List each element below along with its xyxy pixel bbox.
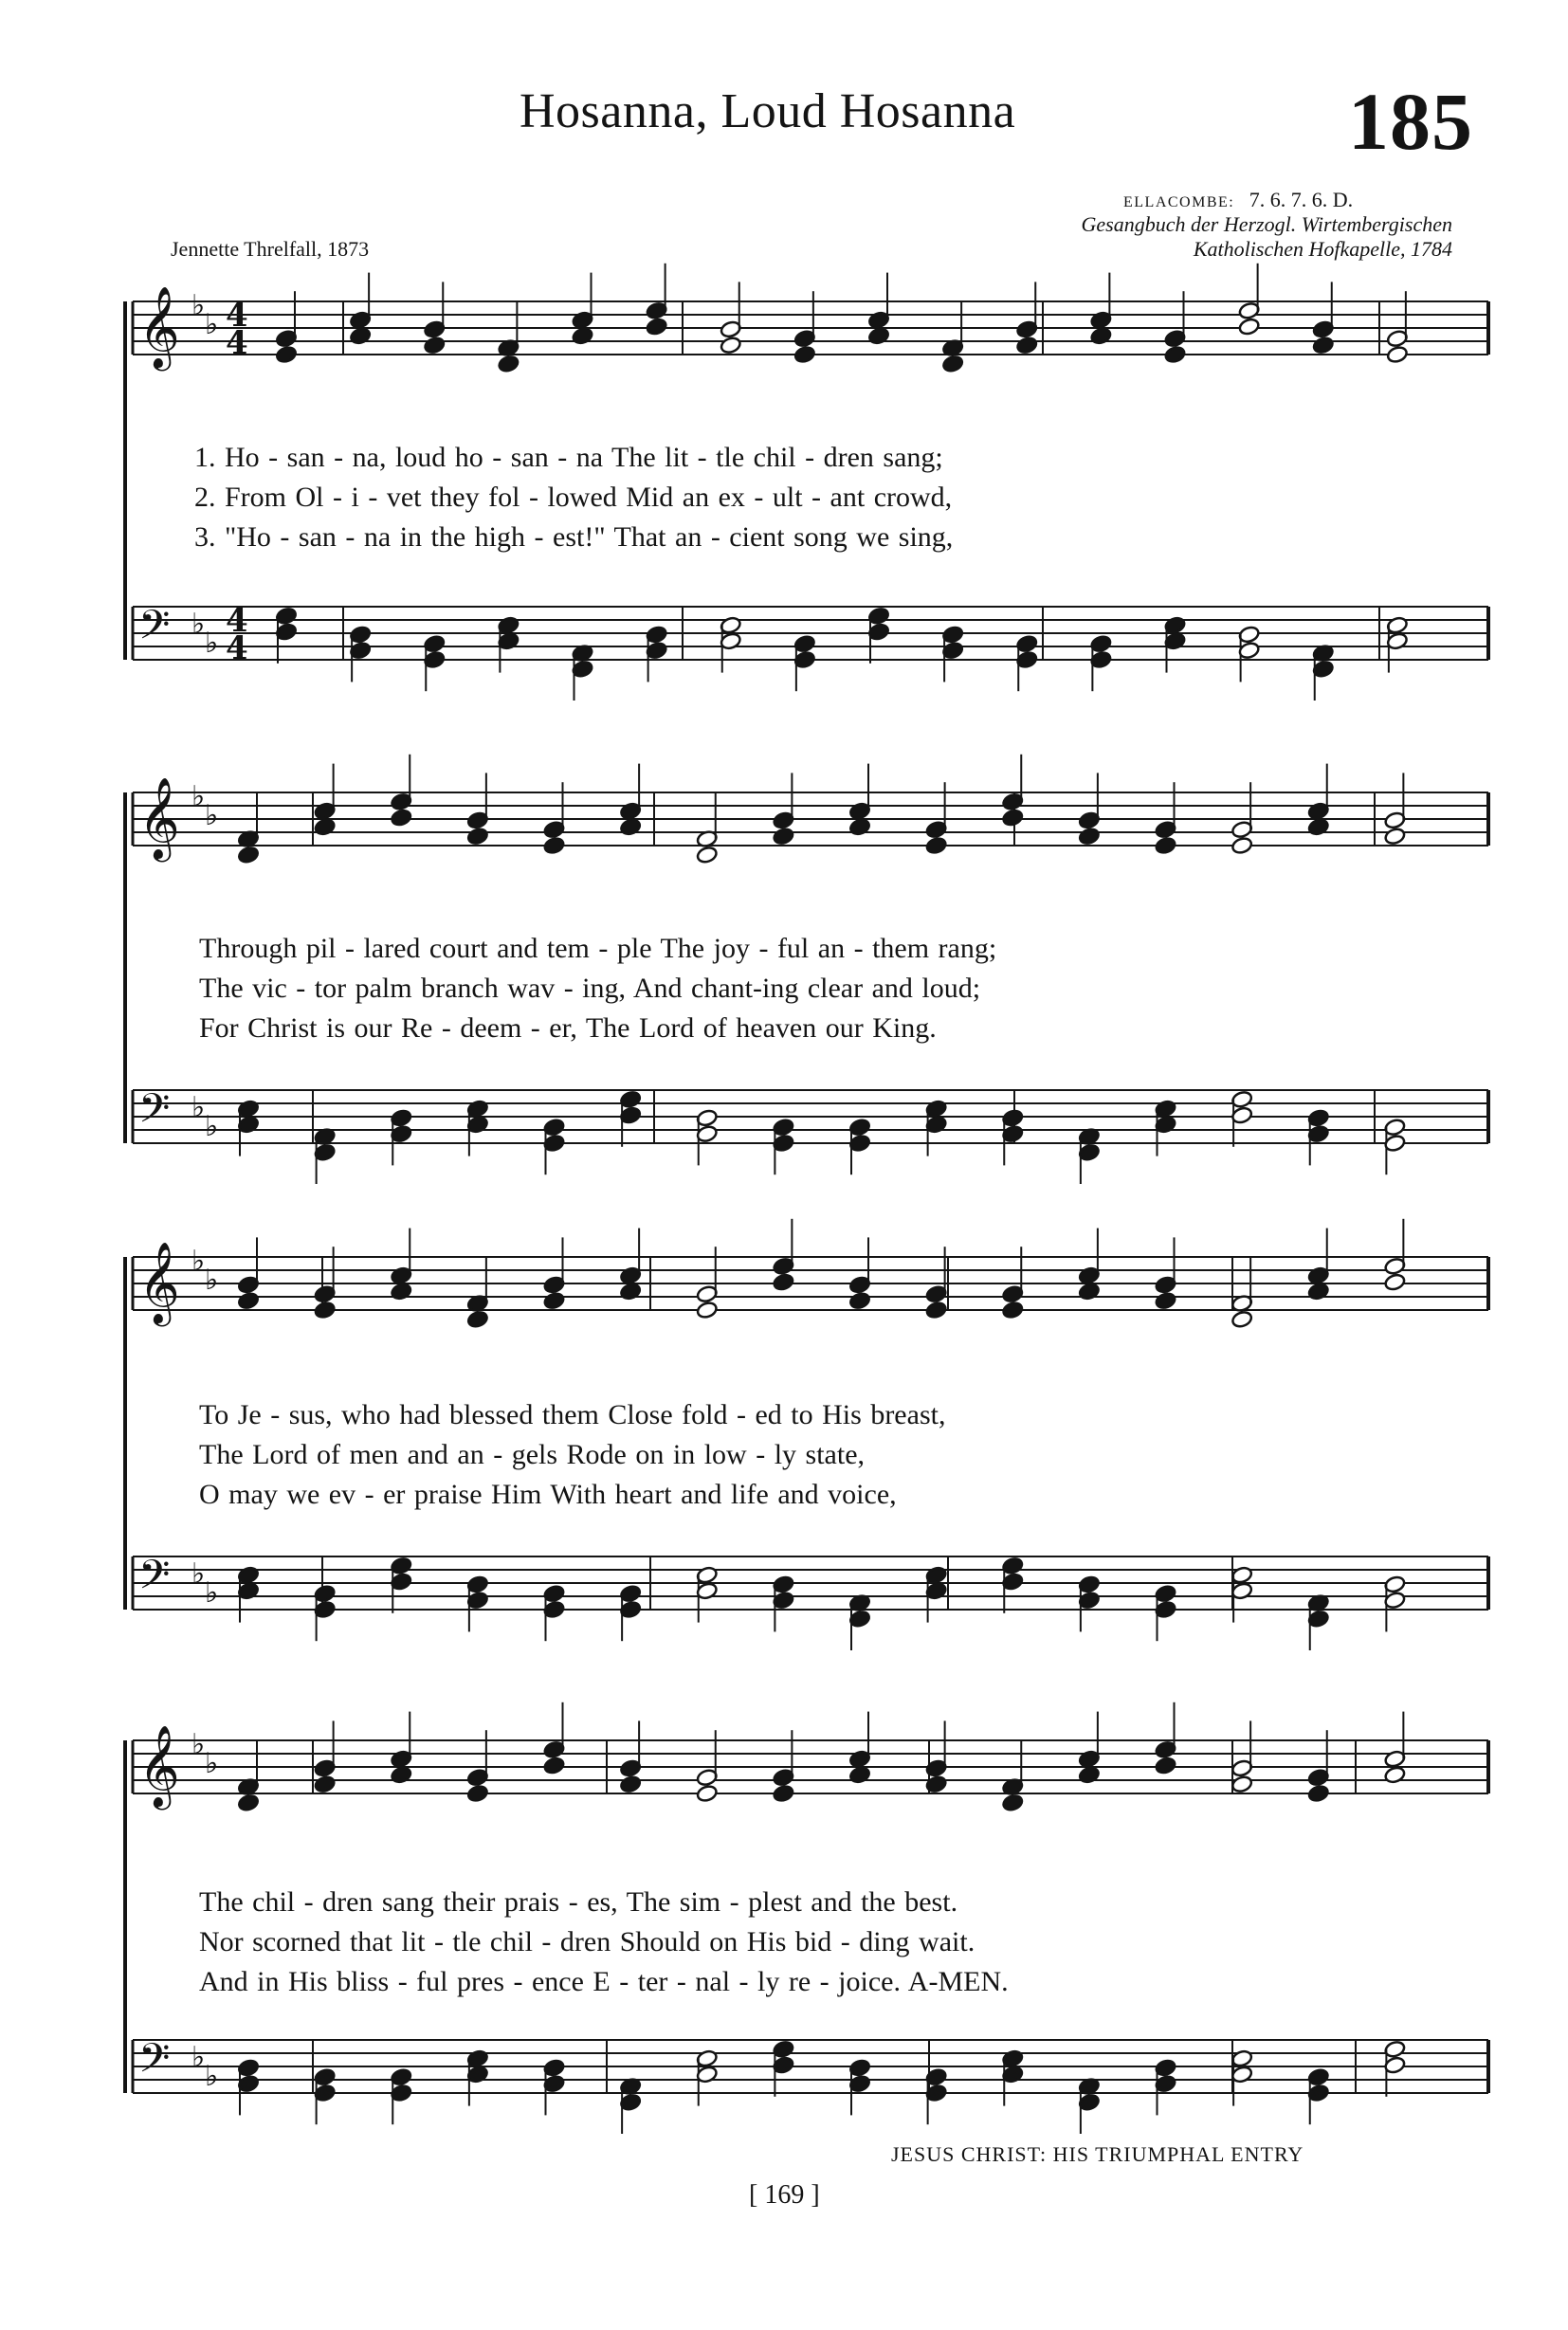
lyric-line-s3-v1: To Je - sus, who had blessed them Close fold - ed to His breast, — [199, 1399, 946, 1430]
note-head — [1078, 1282, 1101, 1301]
lyric-line-s1-v1: 1. Ho - san - na, loud ho - san - na The lit - tle chil - dren sang; — [194, 442, 943, 473]
note-head — [1155, 1757, 1177, 1775]
note-head — [720, 336, 742, 355]
flat-sign: ♭ — [205, 2060, 219, 2093]
treble-clef: 𝄞 — [138, 1242, 180, 1323]
lyric-line-s2-v2: The vic - tor palm branch wav - ing, And chant-ing clear and loud; — [199, 973, 981, 1004]
note-head — [848, 817, 871, 836]
note-head — [237, 846, 260, 865]
lyric-line-s3-v2: The Lord of men and an - gels Rode on in low - ly state, — [199, 1439, 866, 1470]
flat-sign: ♭ — [191, 1557, 206, 1591]
note-head — [237, 1793, 260, 1812]
flat-sign: ♭ — [205, 1576, 219, 1610]
flat-sign: ♭ — [205, 627, 219, 660]
bass-clef: 𝄢 — [138, 2035, 171, 2092]
note-head — [1231, 1775, 1253, 1793]
flat-sign: ♭ — [205, 308, 219, 341]
tune-source-line-2: Katholischen Hofkapelle, 1784 — [1193, 237, 1452, 261]
note-head — [349, 326, 372, 345]
lyric-line-s4-v3: And in His bliss - ful pres - ence E - ter - nal - ly re - joice. A-MEN. — [199, 1966, 1009, 1997]
tune-name: ELLACOMBE: — [1123, 194, 1235, 210]
note-head — [941, 355, 964, 373]
note-head — [793, 345, 816, 364]
flat-sign: ♭ — [191, 780, 206, 813]
note-head — [773, 827, 795, 846]
hymn-title: Hosanna, Loud Hosanna — [520, 84, 1016, 138]
lyric-line-s1-v2: 2. From Ol - i - vet they fol - lowed Mid an ex - ult - ant crowd, — [194, 482, 953, 513]
lyric-line-s2-v1: Through pil - lared court and tem - ple The joy - ful an - them rang; — [199, 933, 997, 964]
note-head — [925, 836, 948, 855]
note-head — [1231, 1310, 1253, 1329]
note-head — [314, 1775, 337, 1793]
note-head — [1384, 1273, 1407, 1292]
note-head — [572, 326, 594, 345]
note-head — [423, 336, 446, 355]
note-head — [773, 1784, 795, 1803]
note-head — [275, 345, 298, 364]
note-head — [1001, 1301, 1024, 1320]
note-head — [390, 1765, 412, 1784]
note-head — [1384, 1765, 1407, 1784]
note-head — [498, 355, 520, 373]
flat-sign: ♭ — [191, 2041, 206, 2074]
note-head — [773, 1273, 795, 1292]
note-head — [619, 817, 642, 836]
note-head — [1384, 827, 1407, 846]
note-head — [848, 1291, 871, 1310]
flat-sign: ♭ — [205, 1110, 219, 1143]
note-head — [314, 817, 337, 836]
note-head — [1001, 1793, 1024, 1812]
note-head — [390, 1282, 412, 1301]
tune-source-line-1: Gesangbuch der Herzogl. Wirtembergischen — [1081, 212, 1452, 236]
flat-sign: ♭ — [191, 1091, 206, 1124]
flat-sign: ♭ — [191, 289, 206, 322]
note-head — [1090, 326, 1113, 345]
flat-sign: ♭ — [205, 1264, 219, 1297]
note-head — [696, 846, 719, 865]
lyric-line-s1-v3: 3. "Ho - san - na in the high - est!" That an - cient song we sing, — [194, 521, 954, 553]
treble-clef: 𝄞 — [138, 777, 180, 859]
note-head — [1231, 836, 1253, 855]
note-head — [848, 1765, 871, 1784]
note-head — [696, 1784, 719, 1803]
note-head — [466, 1784, 489, 1803]
flat-sign: ♭ — [191, 608, 206, 641]
note-head — [925, 1301, 948, 1320]
treble-clef: 𝄞 — [138, 286, 180, 368]
note-head — [1078, 1765, 1101, 1784]
flat-sign: ♭ — [191, 1245, 206, 1278]
note-head — [1164, 345, 1187, 364]
note-head — [1307, 1282, 1330, 1301]
note-head — [1312, 336, 1335, 355]
note-head — [1001, 809, 1024, 828]
note-head — [543, 1291, 566, 1310]
note-head — [1155, 836, 1177, 855]
flat-sign: ♭ — [191, 1728, 206, 1761]
meter: 7. 6. 7. 6. D. — [1249, 188, 1354, 211]
text-author: Jennette Threlfall, 1873 — [171, 237, 370, 261]
note-head — [466, 827, 489, 846]
note-head — [1155, 1291, 1177, 1310]
note-head — [1386, 345, 1409, 364]
hymn-number: 185 — [1348, 76, 1473, 167]
topic-heading: JESUS CHRIST: HIS TRIUMPHAL ENTRY — [891, 2142, 1304, 2166]
note-head — [619, 1775, 642, 1793]
note-head — [390, 809, 412, 828]
lyric-line-s2-v3: For Christ is our Re - deem - er, The Lord of heaven our King. — [199, 1012, 937, 1044]
time-signature-bottom: 4 — [226, 324, 248, 362]
note-head — [543, 836, 566, 855]
bass-clef: 𝄢 — [138, 1552, 171, 1609]
note-head — [1015, 336, 1038, 355]
note-head — [237, 1291, 260, 1310]
note-head — [1238, 318, 1261, 337]
note-head — [867, 326, 890, 345]
lyric-line-s3-v3: O may we ev - er praise Him With heart and life and voice, — [199, 1479, 897, 1510]
lyric-line-s4-v2: Nor scorned that lit - tle chil - dren Should on His bid - ding wait. — [199, 1926, 975, 1957]
note-head — [466, 1310, 489, 1329]
bass-clef: 𝄢 — [138, 602, 171, 659]
lyric-line-s4-v1: The chil - dren sang their prais - es, The sim - plest and the best. — [199, 1886, 958, 1918]
treble-clef: 𝄞 — [138, 1725, 180, 1807]
time-signature-bottom: 4 — [226, 629, 248, 667]
note-head — [314, 1301, 337, 1320]
note-head — [696, 1301, 719, 1320]
flat-sign: ♭ — [205, 1747, 219, 1780]
bass-clef: 𝄢 — [138, 1085, 171, 1142]
note-head — [619, 1282, 642, 1301]
flat-sign: ♭ — [205, 799, 219, 832]
note-head — [646, 318, 668, 337]
note-head — [1307, 1784, 1330, 1803]
time-signature-top: 4 — [226, 297, 248, 335]
note-head — [1078, 827, 1101, 846]
note-head — [543, 1757, 566, 1775]
note-head — [1307, 817, 1330, 836]
page-number: [ 169 ] — [749, 2180, 820, 2210]
time-signature-top: 4 — [226, 602, 248, 640]
